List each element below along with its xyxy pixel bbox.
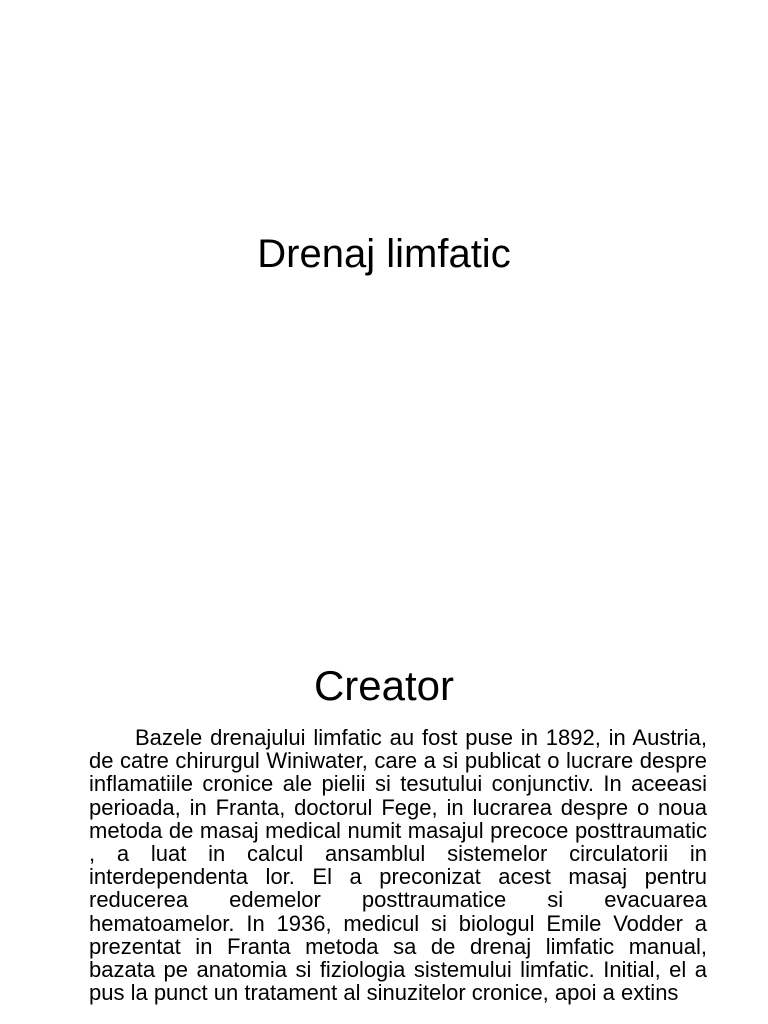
body-paragraph: Bazele drenajului limfatic au fost puse in 1892, in Austria, de catre chirurgul Winiwater, care a si publicat o lucrare despre inflamatiile cronice ale pielii si tesutului conjunctiv. In aceeasi perioada, in Franta, doctorul Fege, in lucrarea despre o noua metoda de masaj medical numit masajul precoce posttraumatic , a luat in calcul ansamblul sistemelor circulatorii in interdependenta lor. El a preconizat acest masaj pentru reducerea edemelor posttraumatice si evacuarea hematoamelor. In 1936, medicul si biologul Emile Vodder a prezentat in Franta metoda sa de drenaj limfatic manual, bazata pe anatomia si fiziologia sistemului limfatic. Initial, el a pus la punct un tratament al sinuzitelor cronice, apoi a extins: [89, 725, 707, 1006]
document-title: Drenaj limfatic: [257, 232, 511, 276]
section-heading-creator: Creator: [313, 662, 455, 709]
